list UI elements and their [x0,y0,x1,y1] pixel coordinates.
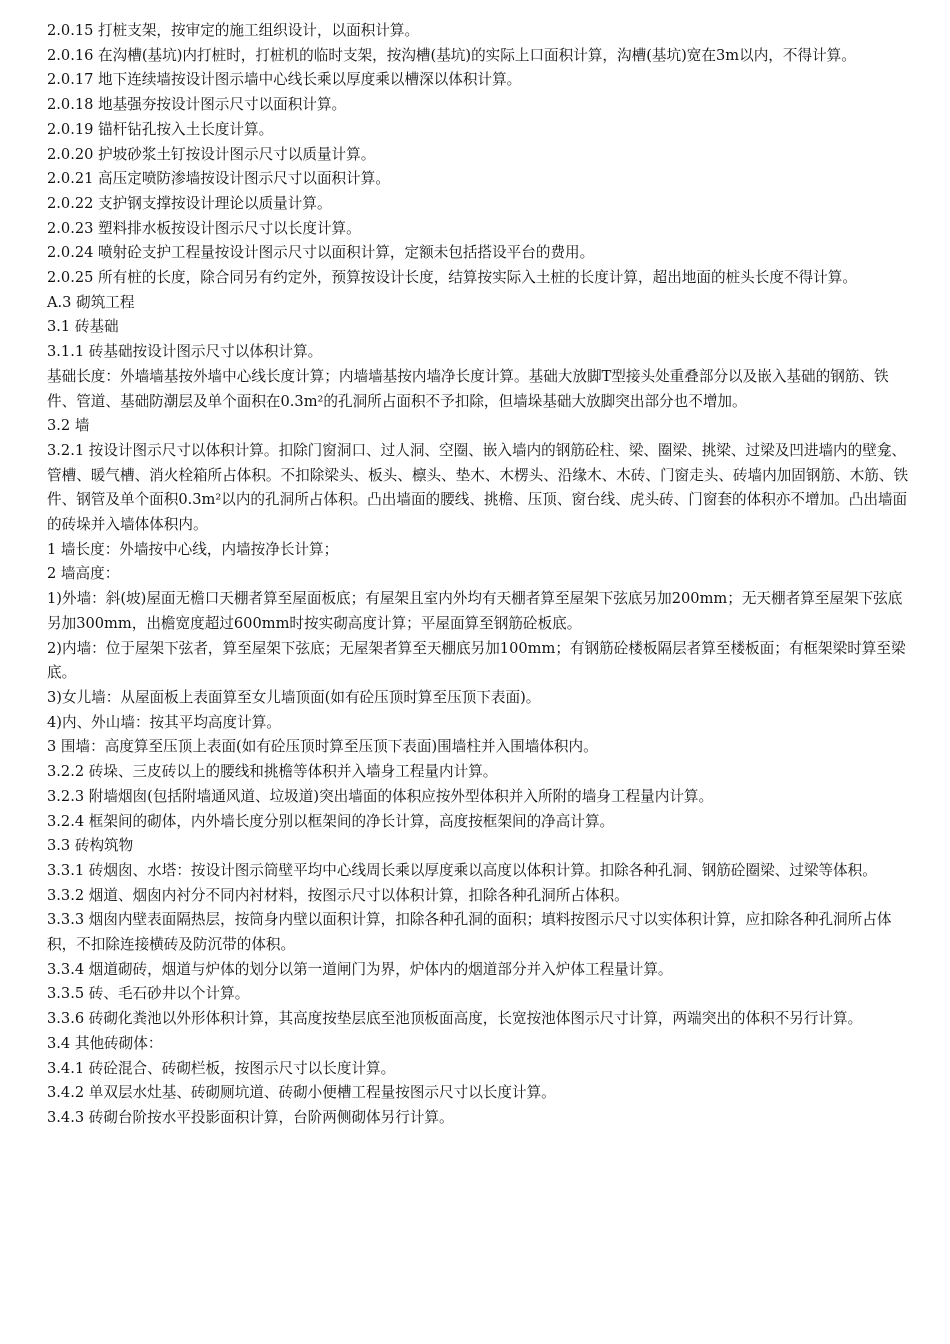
foundation-length-text: 基础长度：外墙墙基按外墙中心线长度计算；内墙墙基按内墙净长度计算。基础大放脚T型接头处重叠部分以及嵌入基础的钢筋、铁件、管道、基础防潮层及单个面积在0.3m²的孔洞所占面积不予扣除，但墙垛基础大放脚突出部分也不增加。 [47,367,889,410]
clause-3-3-6: 3.3.6 砖砌化粪池以外形体积计算，其高度按垫层底至池顶板面高度，长宽按池体图示尺寸计算，两端突出的体积不另行计算。 [47,1010,863,1028]
clause-2-0-24: 2.0.24 喷射砼支护工程量按设计图示尺寸以面积计算，定额未包括搭设平台的费用。 [47,244,595,262]
section-heading-3-1: 3.1 砖基础 [47,318,119,336]
clause-3-3-2: 3.3.2 烟道、烟囱内衬分不同内衬材料，按图示尺寸以体积计算，扣除各种孔洞所占体积。 [47,886,629,904]
clause-3-4-3: 3.4.3 砖砌台阶按水平投影面积计算，台阶两侧砌体另行计算。 [47,1108,454,1126]
section-heading-3-2: 3.2 墙 [47,417,90,435]
gable-wall-item: 4)内、外山墙：按其平均高度计算。 [47,713,281,731]
section-heading-3-4: 3.4 其他砖砌体： [47,1034,163,1052]
wall-length-item: 1 墙长度：外墙按中心线，内墙按净长计算； [47,540,339,558]
clause-2-0-17: 2.0.17 地下连续墙按设计图示墙中心线长乘以厚度乘以槽深以体积计算。 [47,71,522,89]
inner-wall-item: 2)内墙：位于屋架下弦者，算至屋架下弦底；无屋架者算至天棚底另加100mm；有钢筋砼楼板隔层者算至楼板面；有框架梁时算至梁底。 [47,639,906,682]
clause-2-0-20: 2.0.20 护坡砂浆土钉按设计图示尺寸以质量计算。 [47,145,376,163]
clause-2-0-19: 2.0.19 锚杆钻孔按入土长度计算。 [47,120,274,138]
clause-3-3-5: 3.3.5 砖、毛石砂井以个计算。 [47,985,250,1003]
outer-wall-item: 1)外墙：斜(坡)屋面无檐口天棚者算至屋面板底；有屋架且室内外均有天棚者算至屋架下弦底另加200mm；无天棚者算至屋架下弦底另加300mm，出檐宽度超过600mm时按实砌高度计算；平屋面算至钢筋砼板底。 [47,590,903,632]
clause-3-4-1: 3.4.1 砖砼混合、砖砌栏板，按图示尺寸以长度计算。 [47,1059,396,1077]
clause-3-3-1: 3.3.1 砖烟囱、水塔：按设计图示筒壁平均中心线周长乘以厚度乘以高度以体积计算。扣除各种孔洞、钢筋砼圈梁、过梁等体积。 [47,861,877,879]
clause-2-0-15: 2.0.15 打桩支架，按审定的施工组织设计，以面积计算。 [47,22,420,39]
clause-2-0-16: 2.0.16 在沟槽(基坑)内打桩时，打桩机的临时支架，按沟槽(基坑)的实际上口面积计算，沟槽(基坑)宽在3m以内，不得计算。 [47,46,856,64]
clause-3-3-3: 3.3.3 烟囱内壁表面隔热层，按筒身内壁以面积计算，扣除各种孔洞的面积；填料按图示尺寸以实体积计算，应扣除各种孔洞所占体积，不扣除连接横砖及防沉带的体积。 [47,911,892,954]
clause-3-1-1: 3.1.1 砖基础按设计图示尺寸以体积计算。 [47,343,323,361]
clause-3-2-2: 3.2.2 砖垛、三皮砖以上的腰线和挑檐等体积并入墙身工程量内计算。 [47,763,498,781]
section-heading-a3: A.3 砌筑工程 [47,293,135,311]
clause-3-3-4: 3.3.4 烟道砌砖，烟道与炉体的划分以第一道闸门为界，炉体内的烟道部分并入炉体工程量计算。 [47,960,673,978]
wall-height-item: 2 墙高度： [47,565,120,583]
enclosure-wall-item: 3 围墙：高度算至压顶上表面(如有砼压顶时算至压顶下表面)围墙柱并入围墙体积内。 [47,738,598,756]
clause-2-0-23: 2.0.23 塑料排水板按设计图示尺寸以长度计算。 [47,219,361,237]
clause-3-4-2: 3.4.2 单双层水灶基、砖砌厕坑道、砖砌小便槽工程量按图示尺寸以长度计算。 [47,1084,556,1102]
clause-2-0-25: 2.0.25 所有桩的长度，除合同另有约定外，预算按设计长度，结算按实际入土桩的长度计算，超出地面的桩头长度不得计算。 [47,269,857,287]
clause-3-2-4: 3.2.4 框架间的砌体，内外墙长度分别以框架间的净长计算，高度按框架间的净高计算。 [47,812,615,830]
section-heading-3-3: 3.3 砖构筑物 [47,837,134,855]
clause-3-2-1: 3.2.1 按设计图示尺寸以体积计算。扣除门窗洞口、过人洞、空圈、嵌入墙内的钢筋砼柱、梁、圈梁、挑梁、过梁及凹进墙内的壁龛、管槽、暖气槽、消火栓箱所占体积。不扣除梁头、板头、檩头、垫木、木楞头、沿缘木、木砖、门窗走头、砖墙内加固钢筋、木筋、铁件、钢管及单个面积0.3m²以内的孔洞所占体积。凸出墙面的腰线、挑檐、压顶、窗台线、虎头砖、门窗套的体积亦不增加。凸出墙面的砖垛并入墙体体积内。 [47,441,909,534]
clause-3-2-3: 3.2.3 附墙烟囱(包括附墙通风道、垃圾道)突出墙面的体积应按外型体积并入所附的墙身工程量内计算。 [47,787,714,805]
document-page [47,19,909,1131]
clause-2-0-22: 2.0.22 支护钢支撑按设计理论以质量计算。 [47,194,332,212]
parapet-wall-item: 3)女儿墙：从屋面板上表面算至女儿墙顶面(如有砼压顶时算至压顶下表面)。 [47,688,541,706]
clause-2-0-21: 2.0.21 高压定喷防渗墙按设计图示尺寸以面积计算。 [47,170,390,188]
clause-2-0-18: 2.0.18 地基强夯按设计图示尺寸以面积计算。 [47,96,347,114]
